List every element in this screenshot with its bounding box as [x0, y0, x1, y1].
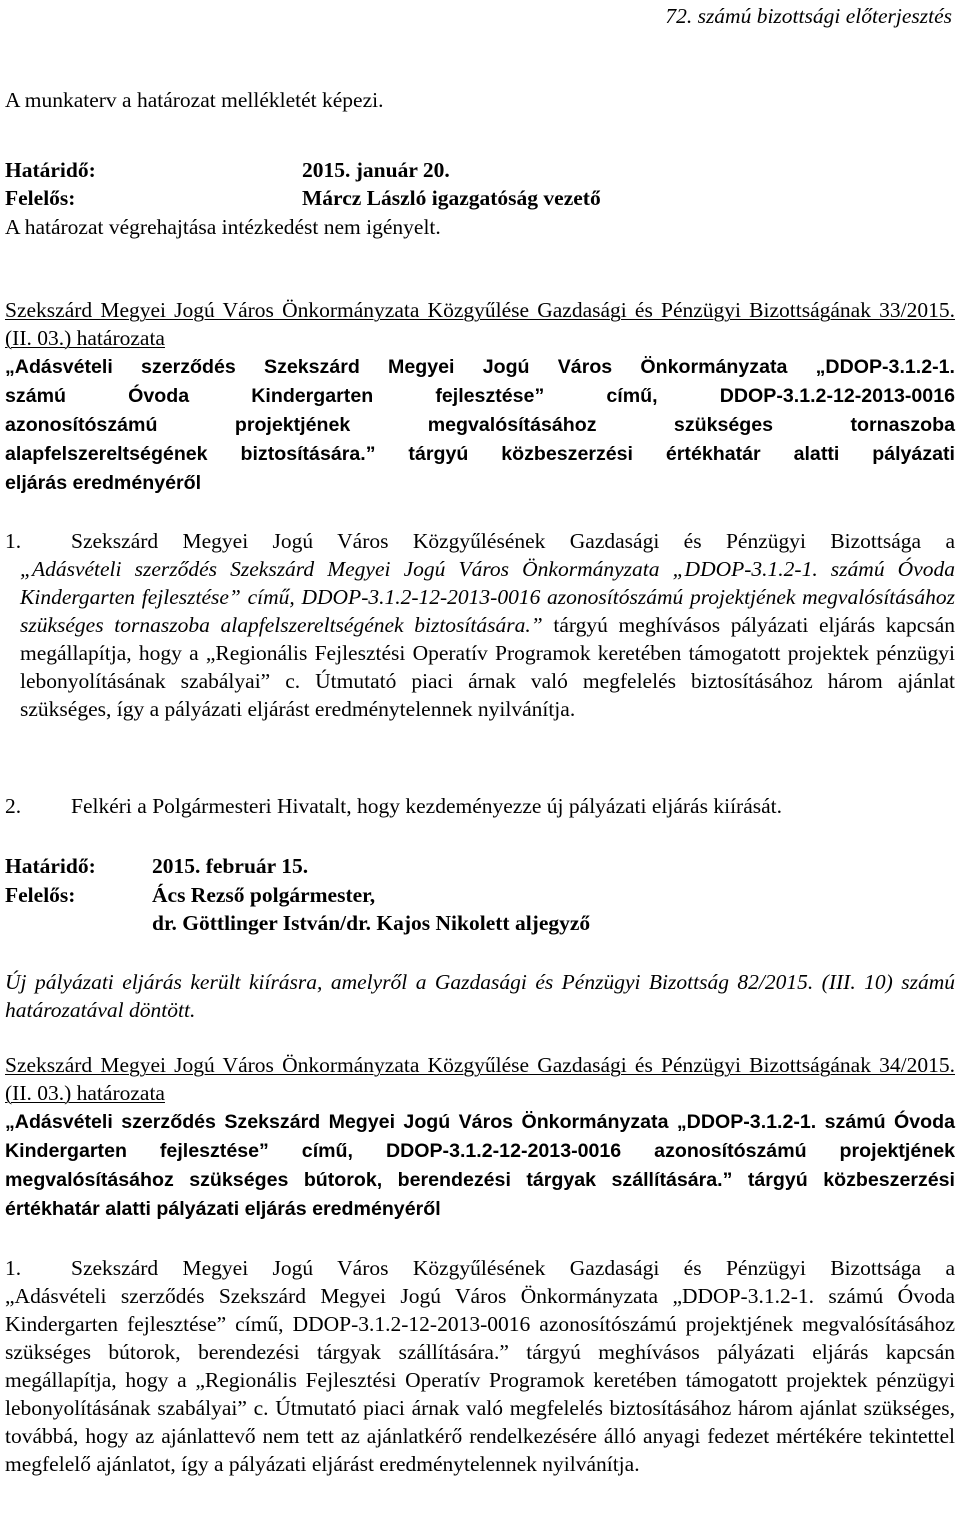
resolution-34-heading — [5, 1051, 955, 1107]
resolution-33-point-1 — [5, 527, 955, 723]
responsible-value: dr. Göttlinger István/dr. Kajos Nikolett aljegyző — [152, 911, 591, 935]
point-1-subject-italic: „Adásvételi szerződés Szekszárd Megyei Jogú Város Önkormányzata „DDOP-3.1.2-1. számú Óvoda Kindergarten fejlesztése” című, DDOP-3.1.2-12-2013-0016 azonosítószámú projektjének megvalósításához szükséges tornaszoba alapfelszereltségének biztosítására.” — [20, 557, 955, 637]
point-number: 1. — [5, 1256, 22, 1280]
responsible-value: Ács Rezső polgármester, — [152, 883, 376, 907]
resolution-34-heading-text: Szekszárd Megyei Jogú Város Önkormányzata Közgyűlése Gazdasági és Pénzügyi Bizottságának 34/2015. (II. 03.) határozata — [5, 1053, 955, 1105]
resolution-34-point-1 — [5, 1254, 955, 1478]
resolution-33-subject-line: azonosítószámú projektjének megvalósításához szükséges tornaszoba — [5, 414, 955, 436]
resolution-33-subject-line: számú Óvoda Kindergarten fejlesztése” című, DDOP-3.1.2-12-2013-0016 — [5, 385, 955, 407]
no-action-note: A határozat végrehajtása intézkedést nem igényelt. — [5, 215, 441, 239]
resolution-33-followup: Új pályázati eljárás került kiírásra, amelyről a Gazdasági és Pénzügyi Bizottság 82/2015. (III. 10) számú határozatával döntött. — [5, 970, 955, 1022]
deadline-value: 2015. január 20. — [302, 158, 450, 182]
point-1-body — [5, 555, 955, 723]
annex-note: A munkaterv a határozat mellékletét képezi. — [5, 88, 384, 112]
resolution-33-subject-line: „Adásvételi szerződés Szekszárd Megyei Jogú Város Önkormányzata „DDOP-3.1.2-1. — [5, 356, 955, 378]
responsible-value: Márcz László igazgatóság vezető — [302, 186, 601, 210]
point-1-lead: Szekszárd Megyei Jogú Város Közgyűlésének Gazdasági és Pénzügyi Bizottsága a — [71, 1256, 955, 1280]
document-header-label: 72. számú bizottsági előterjesztés — [665, 4, 952, 28]
resolution-33-heading-text: Szekszárd Megyei Jogú Város Önkormányzata Közgyűlése Gazdasági és Pénzügyi Bizottságának 33/2015. (II. 03.) határozata — [5, 298, 955, 350]
deadline-value: 2015. február 15. — [152, 854, 309, 878]
point-number: 1. — [5, 529, 22, 553]
point-number: 2. — [5, 794, 22, 818]
point-2-text: Felkéri a Polgármesteri Hivatalt, hogy kezdeményezze új pályázati eljárás kiírását. — [71, 794, 783, 818]
deadline-label: Határidő: — [5, 158, 96, 182]
deadline-label: Határidő: — [5, 854, 96, 878]
responsible-label: Felelős: — [5, 186, 76, 210]
resolution-33-subject — [5, 353, 955, 498]
point-1-body: „Adásvételi szerződés Szekszárd Megyei Jogú Város Önkormányzata „DDOP-3.1.2-1. számú Óvoda Kindergarten fejlesztése” című, DDOP-3.1.2-12-2013-0016 azonosítószámú projektjének megvalósításához szükséges bútorok, berendezési tárgyak szállítására.” tárgyú meghívásos pályázati eljárás kapcsán megállapítja, hogy a „Regionális Fejlesztési Operatív Programok keretében támogatott projektek pénzügyi lebonyolításának szabályai” c. Útmutató piaci árnak való megfelelés biztosításához három ajánlat szükséges, továbbá, hogy az ajánlattevő nem tett az ajánlatkérő rendelkezésére álló anyagi fedezet mértékére tekintettel megfelelő ajánlatot, így a pályázati eljárást eredménytelennek nyilvánítja. — [5, 1284, 955, 1476]
resolution-33-subject-line: alapfelszereltségének biztosítására.” tárgyú közbeszerzési értékhatár alatti pályázati — [5, 443, 955, 465]
resolution-33-subject-line: eljárás eredményéről — [5, 472, 202, 494]
resolution-34-subject: „Adásvételi szerződés Szekszárd Megyei Jogú Város Önkormányzata „DDOP-3.1.2-1. számú Óvoda Kindergarten fejlesztése” című, DDOP-3.1.2-12-2013-0016 azonosítószámú projektjének megvalósításához szükséges bútorok, berendezési tárgyak szállítására.” tárgyú közbeszerzési értékhatár alatti pályázati eljárás eredményéről — [5, 1111, 955, 1220]
point-1-conclusion: tárgyú meghívásos pályázati eljárás kapcsán megállapítja, hogy a „Regionális Fejlesztési Operatív Programok keretében támogatott projektek pénzügyi lebonyolításának szabályai” c. Útmutató piaci árnak való megfelelés biztosításához három ajánlat szükséges, így a pályázati eljárást eredménytelennek nyilvánítja. — [20, 613, 955, 721]
responsible-label: Felelős: — [5, 883, 76, 907]
resolution-33-heading — [5, 296, 955, 352]
point-1-lead: Szekszárd Megyei Jogú Város Közgyűlésének Gazdasági és Pénzügyi Bizottsága a — [71, 529, 955, 553]
